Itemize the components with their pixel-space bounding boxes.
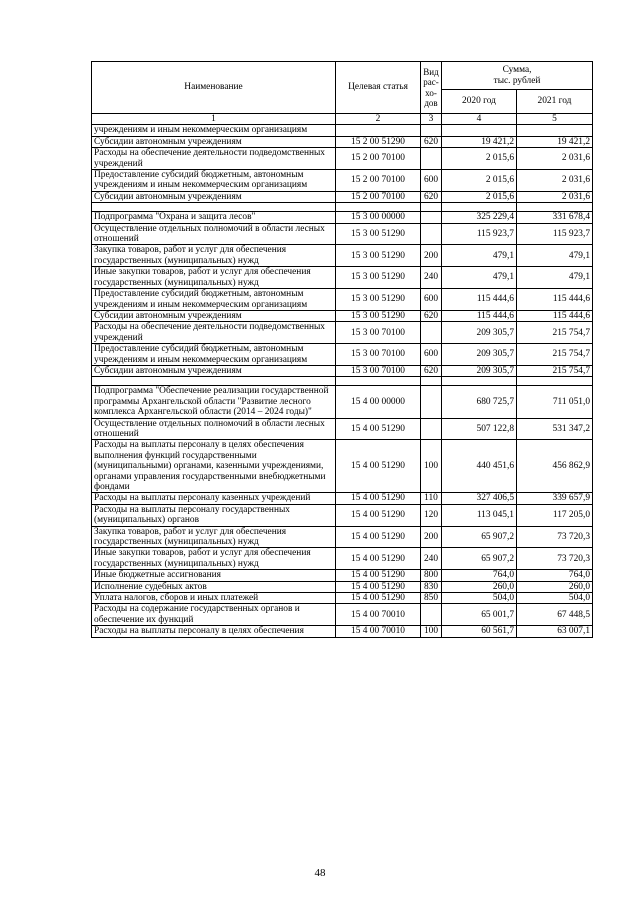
table-row xyxy=(92,136,593,147)
header-type-line-1: Вид xyxy=(423,66,439,77)
cell-sum-2021: 2 031,6 xyxy=(517,191,593,202)
cell-type: 110 xyxy=(421,493,442,504)
table-row xyxy=(92,344,593,366)
cell-name: Субсидии автономным учреждениям xyxy=(92,191,336,202)
cell-sum-2020: 2 015,6 xyxy=(442,170,517,192)
cell-sum-2020: 504,0 xyxy=(442,593,517,604)
cell-code xyxy=(336,203,421,212)
table-row xyxy=(92,526,593,548)
header-sum-line-1: Сумма, xyxy=(502,65,532,76)
cell-code: 15 4 00 51290 xyxy=(336,570,421,581)
cell-sum-2020 xyxy=(442,377,517,386)
cell-sum-2021: 456 862,9 xyxy=(517,440,593,493)
cell-name: Предоставление субсидий бюджетным, автономным учреждениям и иным некоммерческим организациям xyxy=(92,170,336,192)
cell-type: 240 xyxy=(421,267,442,289)
cell-code: 15 2 00 70100 xyxy=(336,148,421,170)
cell-name: Исполнение судебных актов xyxy=(92,581,336,592)
cell-code: 15 2 00 51290 xyxy=(336,136,421,147)
cell-code: 15 3 00 51290 xyxy=(336,310,421,321)
cell-type xyxy=(421,604,442,626)
cell-code: 15 4 00 51290 xyxy=(336,440,421,493)
table-row xyxy=(92,440,593,493)
column-number-2: 2 xyxy=(336,114,421,125)
cell-name: Субсидии автономным учреждениям xyxy=(92,310,336,321)
cell-sum-2020: 260,0 xyxy=(442,581,517,592)
cell-code: 15 3 00 70100 xyxy=(336,322,421,344)
table-row xyxy=(92,504,593,526)
cell-name: Расходы на содержание государственных органов и обеспечение их функций xyxy=(92,604,336,626)
cell-code: 15 3 00 70100 xyxy=(336,344,421,366)
cell-name xyxy=(92,203,336,212)
cell-name xyxy=(92,377,336,386)
cell-sum-2020: 479,1 xyxy=(442,267,517,289)
cell-name: Расходы на обеспечение деятельности подведомственных учреждений xyxy=(92,322,336,344)
table-row xyxy=(92,170,593,192)
cell-type: 120 xyxy=(421,504,442,526)
cell-type: 600 xyxy=(421,289,442,311)
cell-sum-2021: 215 754,7 xyxy=(517,365,593,376)
cell-sum-2021: 711 051,0 xyxy=(517,386,593,418)
cell-sum-2021: 67 448,5 xyxy=(517,604,593,626)
cell-type: 200 xyxy=(421,245,442,267)
cell-code: 15 4 00 70010 xyxy=(336,604,421,626)
cell-sum-2020 xyxy=(442,203,517,212)
table-row xyxy=(92,212,593,223)
cell-sum-2020: 209 305,7 xyxy=(442,322,517,344)
budget-table xyxy=(91,61,593,638)
cell-sum-2021: 73 720,3 xyxy=(517,548,593,570)
cell-sum-2020: 113 045,1 xyxy=(442,504,517,526)
cell-type xyxy=(421,203,442,212)
cell-sum-2021: 19 421,2 xyxy=(517,136,593,147)
cell-type xyxy=(421,212,442,223)
cell-sum-2020: 764,0 xyxy=(442,570,517,581)
cell-sum-2021: 339 657,9 xyxy=(517,493,593,504)
cell-sum-2021: 115 444,6 xyxy=(517,310,593,321)
cell-type xyxy=(421,125,442,136)
cell-name: Иные закупки товаров, работ и услуг для обеспечения государственных (муниципальных) нужд xyxy=(92,267,336,289)
cell-sum-2021 xyxy=(517,203,593,212)
table-row xyxy=(92,322,593,344)
cell-type: 620 xyxy=(421,310,442,321)
header-year-2021: 2021 год xyxy=(517,90,593,114)
header-type xyxy=(421,62,442,114)
header-sum-line-2: тыс. рублей xyxy=(493,75,541,86)
cell-name: учреждениям и иным некоммерческим организациям xyxy=(92,125,336,136)
cell-sum-2020: 65 001,7 xyxy=(442,604,517,626)
cell-sum-2020: 479,1 xyxy=(442,245,517,267)
cell-sum-2020: 209 305,7 xyxy=(442,365,517,376)
cell-code: 15 4 00 51290 xyxy=(336,526,421,548)
header-type-line-3: хо- xyxy=(425,87,437,98)
cell-sum-2020: 2 015,6 xyxy=(442,191,517,202)
cell-sum-2020: 507 122,8 xyxy=(442,418,517,440)
table-body xyxy=(92,125,593,637)
cell-type xyxy=(421,322,442,344)
header-type-line-4: дов xyxy=(424,98,438,108)
cell-type: 100 xyxy=(421,440,442,493)
cell-sum-2021: 479,1 xyxy=(517,245,593,267)
cell-sum-2020: 680 725,7 xyxy=(442,386,517,418)
header-year-2020: 2020 год xyxy=(442,90,517,114)
cell-sum-2020: 440 451,6 xyxy=(442,440,517,493)
cell-sum-2021: 531 347,2 xyxy=(517,418,593,440)
cell-name: Подпрограмма "Обеспечение реализации государственной программы Архангельской области "Развитие лесного комплекса Архангельской области (2014 – 2024 годы)" xyxy=(92,386,336,418)
cell-sum-2021: 117 205,0 xyxy=(517,504,593,526)
page-number: 48 xyxy=(314,867,326,879)
cell-sum-2021 xyxy=(517,125,593,136)
cell-sum-2021 xyxy=(517,377,593,386)
table-row xyxy=(92,548,593,570)
cell-name: Расходы на выплаты персоналу в целях обеспечения выполнения функций государственными (муниципальными) органами, казенными учреждениями, органами управления государственными внебюджетными фондами xyxy=(92,440,336,493)
column-number-4: 4 xyxy=(442,114,517,125)
cell-code: 15 2 00 70100 xyxy=(336,191,421,202)
cell-code: 15 3 00 00000 xyxy=(336,212,421,223)
table-row xyxy=(92,570,593,581)
table-row xyxy=(92,377,593,386)
cell-type: 240 xyxy=(421,548,442,570)
cell-name: Закупка товаров, работ и услуг для обеспечения государственных (муниципальных) нужд xyxy=(92,526,336,548)
table-row xyxy=(92,493,593,504)
cell-sum-2021: 260,0 xyxy=(517,581,593,592)
table-row xyxy=(92,418,593,440)
header-sum xyxy=(442,62,593,90)
table-row xyxy=(92,223,593,245)
cell-name: Иные бюджетные ассигнования xyxy=(92,570,336,581)
cell-sum-2020 xyxy=(442,125,517,136)
cell-type: 620 xyxy=(421,365,442,376)
cell-type: 620 xyxy=(421,136,442,147)
cell-type: 200 xyxy=(421,526,442,548)
table-header xyxy=(92,62,593,125)
cell-name: Субсидии автономным учреждениям xyxy=(92,365,336,376)
cell-type xyxy=(421,148,442,170)
table-row xyxy=(92,593,593,604)
table-row xyxy=(92,245,593,267)
cell-code: 15 4 00 51290 xyxy=(336,593,421,604)
cell-type: 600 xyxy=(421,170,442,192)
table-row xyxy=(92,148,593,170)
cell-code: 15 3 00 51290 xyxy=(336,289,421,311)
cell-code xyxy=(336,377,421,386)
cell-name: Расходы на выплаты персоналу в целях обеспечения xyxy=(92,626,336,637)
header-type-line-2: рас- xyxy=(423,77,439,87)
cell-type: 800 xyxy=(421,570,442,581)
cell-name: Субсидии автономным учреждениям xyxy=(92,136,336,147)
table-row xyxy=(92,289,593,311)
table-row xyxy=(92,581,593,592)
cell-name: Предоставление субсидий бюджетным, автономным учреждениям и иным некоммерческим организациям xyxy=(92,289,336,311)
cell-sum-2020: 327 406,5 xyxy=(442,493,517,504)
cell-sum-2021: 504,0 xyxy=(517,593,593,604)
cell-code xyxy=(336,125,421,136)
cell-sum-2020: 19 421,2 xyxy=(442,136,517,147)
cell-sum-2021: 215 754,7 xyxy=(517,344,593,366)
cell-type: 100 xyxy=(421,626,442,637)
cell-sum-2020: 115 444,6 xyxy=(442,289,517,311)
cell-sum-2020: 60 561,7 xyxy=(442,626,517,637)
cell-code: 15 4 00 70010 xyxy=(336,626,421,637)
cell-sum-2021: 331 678,4 xyxy=(517,212,593,223)
cell-sum-2021: 2 031,6 xyxy=(517,148,593,170)
cell-code: 15 3 00 51290 xyxy=(336,267,421,289)
table-row xyxy=(92,365,593,376)
cell-sum-2021: 73 720,3 xyxy=(517,526,593,548)
cell-sum-2020: 115 444,6 xyxy=(442,310,517,321)
cell-name: Расходы на обеспечение деятельности подведомственных учреждений xyxy=(92,148,336,170)
table-row xyxy=(92,310,593,321)
cell-sum-2021: 115 923,7 xyxy=(517,223,593,245)
table-row xyxy=(92,604,593,626)
cell-name: Осуществление отдельных полномочий в области лесных отношений xyxy=(92,418,336,440)
cell-code: 15 2 00 70100 xyxy=(336,170,421,192)
cell-type: 600 xyxy=(421,344,442,366)
cell-sum-2020: 325 229,4 xyxy=(442,212,517,223)
cell-type xyxy=(421,377,442,386)
cell-name: Предоставление субсидий бюджетным, автономным учреждениям и иным некоммерческим организациям xyxy=(92,344,336,366)
cell-code: 15 4 00 51290 xyxy=(336,581,421,592)
cell-sum-2020: 209 305,7 xyxy=(442,344,517,366)
cell-name: Расходы на выплаты персоналу казенных учреждений xyxy=(92,493,336,504)
cell-name: Иные закупки товаров, работ и услуг для обеспечения государственных (муниципальных) нужд xyxy=(92,548,336,570)
table-row xyxy=(92,626,593,637)
table-row xyxy=(92,386,593,418)
cell-name: Подпрограмма "Охрана и защита лесов" xyxy=(92,212,336,223)
cell-sum-2020: 65 907,2 xyxy=(442,526,517,548)
cell-type: 850 xyxy=(421,593,442,604)
table-row xyxy=(92,191,593,202)
cell-sum-2020: 65 907,2 xyxy=(442,548,517,570)
cell-sum-2020: 115 923,7 xyxy=(442,223,517,245)
cell-name: Расходы на выплаты персоналу государственных (муниципальных) органов xyxy=(92,504,336,526)
cell-type: 620 xyxy=(421,191,442,202)
cell-sum-2021: 2 031,6 xyxy=(517,170,593,192)
cell-type: 830 xyxy=(421,581,442,592)
column-number-5: 5 xyxy=(517,114,593,125)
cell-code: 15 3 00 70100 xyxy=(336,365,421,376)
cell-name: Уплата налогов, сборов и иных платежей xyxy=(92,593,336,604)
cell-code: 15 4 00 51290 xyxy=(336,493,421,504)
header-name: Наименование xyxy=(92,62,336,114)
cell-code: 15 3 00 51290 xyxy=(336,223,421,245)
table-row xyxy=(92,267,593,289)
cell-type xyxy=(421,386,442,418)
cell-sum-2020: 2 015,6 xyxy=(442,148,517,170)
cell-sum-2021: 215 754,7 xyxy=(517,322,593,344)
cell-sum-2021: 764,0 xyxy=(517,570,593,581)
cell-name: Закупка товаров, работ и услуг для обеспечения государственных (муниципальных) нужд xyxy=(92,245,336,267)
cell-code: 15 4 00 00000 xyxy=(336,386,421,418)
table-row xyxy=(92,125,593,136)
cell-code: 15 4 00 51290 xyxy=(336,504,421,526)
table-row xyxy=(92,203,593,212)
cell-code: 15 4 00 51290 xyxy=(336,548,421,570)
cell-code: 15 4 00 51290 xyxy=(336,418,421,440)
cell-sum-2021: 479,1 xyxy=(517,267,593,289)
cell-sum-2021: 115 444,6 xyxy=(517,289,593,311)
column-number-1: 1 xyxy=(92,114,336,125)
cell-code: 15 3 00 51290 xyxy=(336,245,421,267)
cell-sum-2021: 63 007,1 xyxy=(517,626,593,637)
cell-type xyxy=(421,418,442,440)
header-code: Целевая статья xyxy=(336,62,421,114)
column-number-3: 3 xyxy=(421,114,442,125)
cell-name: Осуществление отдельных полномочий в области лесных отношений xyxy=(92,223,336,245)
cell-type xyxy=(421,223,442,245)
